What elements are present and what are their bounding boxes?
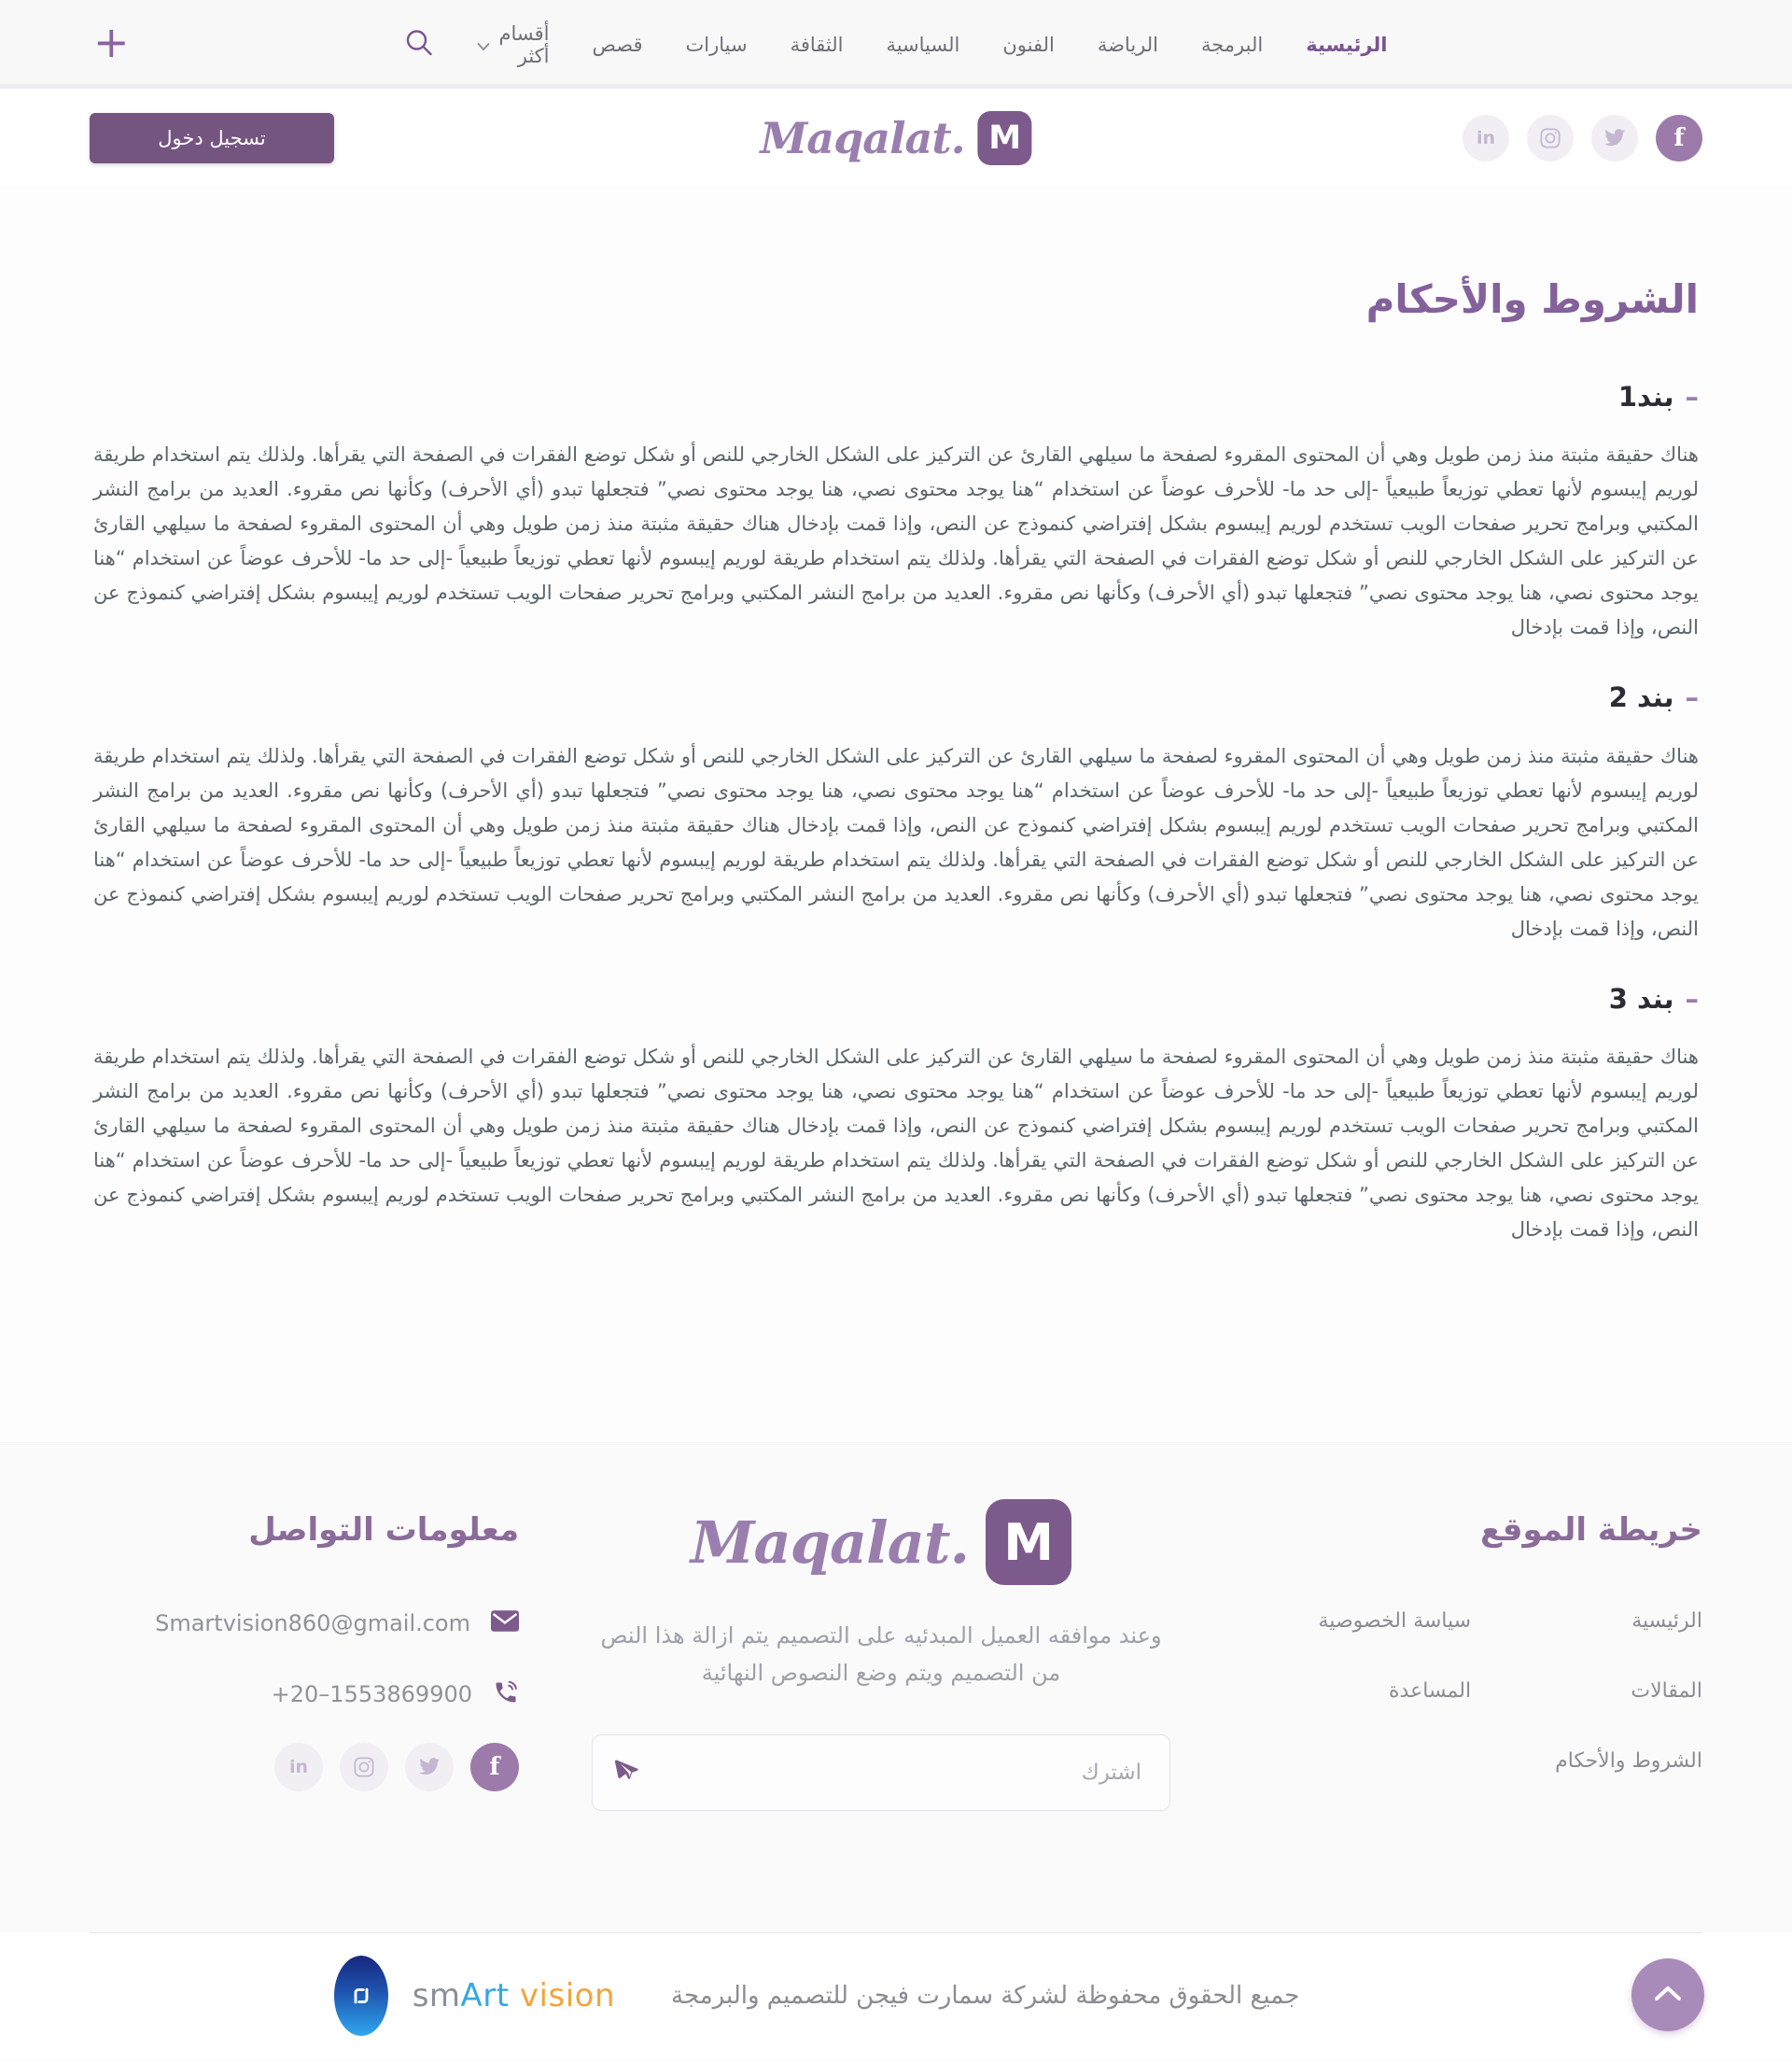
facebook-icon[interactable]: f — [470, 1743, 519, 1791]
search-button[interactable] — [404, 28, 433, 61]
contact-phone-text: +20–1553869900 — [271, 1680, 472, 1707]
paper-plane-icon — [614, 1774, 640, 1788]
dash-marker: – — [1685, 380, 1699, 413]
logo-m-icon: M — [978, 111, 1032, 165]
twitter-icon[interactable] — [1591, 115, 1638, 161]
contact-email-link[interactable] — [90, 1610, 519, 1636]
main-nav — [404, 0, 1387, 89]
contact-email-text: Smartvision860@gmail.com — [155, 1609, 470, 1636]
section-heading — [93, 679, 1699, 717]
nav-item-culture[interactable]: الثقافة — [790, 33, 844, 56]
header-social-links — [1463, 115, 1702, 161]
search-icon — [404, 28, 433, 61]
section-body: هناك حقيقة مثبتة منذ زمن طويل وهي أن المحتوى المقروء لصفحة ما سيلهي القارئ عن التركيز على الشكل الخارجي للنص أو شكل توضع الفقرات في الصفحة التي يقرأها. ولذلك يتم استخدام طريقة لوريم إيبسوم لأنها تعطي توزيعاً طبيعياً -إلى حد ما- للأحرف عوضاً عن استخدام “هنا يوجد محتوى نصي، هنا يوجد محتوى نصي” فتجعلها تبدو (أي الأحرف) وكأنها نص مقروء. العديد من برامج النشر المكتبي وبرامج تحرير صفحات الويب تستخدم لوريم إيبسوم بشكل إفتراضي كنموذج عن النص، وإذا قمت بإدخال هناك حقيقة مثبتة منذ زمن طويل وهي أن المحتوى المقروء لصفحة ما سيلهي القارئ عن التركيز على الشكل الخارجي للنص أو شكل توضع الفقرات في الصفحة التي يقرأها. ولذلك يتم استخدام طريقة لوريم إيبسوم لأنها تعطي توزيعاً طبيعياً -إلى حد ما- للأحرف عوضاً عن استخدام “هنا يوجد محتوى نصي، هنا يوجد محتوى نصي” فتجعلها تبدو (أي الأحرف) وكأنها نص مقروء. العديد من برامج النشر المكتبي وبرامج تحرير صفحات الويب تستخدم لوريم إيبسوم بشكل إفتراضي كنموذج عن النص، وإذا قمت بإدخال — [93, 744, 1699, 940]
nav-item-programming[interactable]: البرمجة — [1200, 33, 1264, 56]
section-body: هناك حقيقة مثبتة منذ زمن طويل وهي أن المحتوى المقروء لصفحة ما سيلهي القارئ عن التركيز على الشكل الخارجي للنص أو شكل توضع الفقرات في الصفحة التي يقرأها. ولذلك يتم استخدام طريقة لوريم إيبسوم لأنها تعطي توزيعاً طبيعياً -إلى حد ما- للأحرف عوضاً عن استخدام “هنا يوجد محتوى نصي، هنا يوجد محتوى نصي” فتجعلها تبدو (أي الأحرف) وكأنها نص مقروء. العديد من برامج النشر المكتبي وبرامج تحرير صفحات الويب تستخدم لوريم إيبسوم بشكل إفتراضي كنموذج عن النص، وإذا قمت بإدخال هناك حقيقة مثبتة منذ زمن طويل وهي أن المحتوى المقروء لصفحة ما سيلهي القارئ عن التركيز على الشكل الخارجي للنص أو شكل توضع الفقرات في الصفحة التي يقرأها. ولذلك يتم استخدام طريقة لوريم إيبسوم لأنها تعطي توزيعاً طبيعياً -إلى حد ما- للأحرف عوضاً عن استخدام “هنا يوجد محتوى نصي، هنا يوجد محتوى نصي” فتجعلها تبدو (أي الأحرف) وكأنها نص مقروء. العديد من برامج النشر المكتبي وبرامج تحرير صفحات الويب تستخدم لوريم إيبسوم بشكل إفتراضي كنموذج عن النص، وإذا قمت بإدخال — [93, 1046, 1699, 1242]
envelope-icon — [491, 1610, 519, 1635]
sitemap-title: خريطة الموقع — [1479, 1511, 1702, 1549]
chevron-down-icon — [476, 34, 490, 56]
instagram-icon[interactable] — [1527, 115, 1574, 161]
section-heading-label: بند1 — [1617, 380, 1674, 413]
footer-link-articles[interactable]: المقالات — [1631, 1678, 1702, 1703]
linkedin-icon[interactable]: in — [1463, 115, 1509, 161]
terms-section-3 — [93, 980, 1699, 1248]
instagram-icon[interactable] — [340, 1743, 388, 1791]
footer-logo[interactable] — [691, 1499, 1071, 1585]
nav-item-politics[interactable]: السياسية — [886, 33, 960, 56]
smart-vision-logo-icon[interactable] — [334, 1956, 388, 2036]
footer-link-privacy[interactable]: سياسة الخصوصية — [1318, 1608, 1472, 1633]
footer-brand-column — [592, 1499, 1170, 1932]
footer-link-home[interactable]: الرئيسية — [1631, 1608, 1702, 1633]
agency-name-part: Art — [460, 1976, 510, 2014]
scroll-to-top-button[interactable] — [1631, 1958, 1704, 2031]
logo-text: Maqalat. — [760, 112, 965, 163]
section-heading-label: بند 2 — [1608, 681, 1674, 714]
section-heading — [93, 980, 1699, 1018]
section-body: هناك حقيقة مثبتة منذ زمن طويل وهي أن المحتوى المقروء لصفحة ما سيلهي القارئ عن التركيز على الشكل الخارجي للنص أو شكل توضع الفقرات في الصفحة التي يقرأها. ولذلك يتم استخدام طريقة لوريم إيبسوم لأنها تعطي توزيعاً طبيعياً -إلى حد ما- للأحرف عوضاً عن استخدام “هنا يوجد محتوى نصي، هنا يوجد محتوى نصي” فتجعلها تبدو (أي الأحرف) وكأنها نص مقروء. العديد من برامج النشر المكتبي وبرامج تحرير صفحات الويب تستخدم لوريم إيبسوم بشكل إفتراضي كنموذج عن النص، وإذا قمت بإدخال هناك حقيقة مثبتة منذ زمن طويل وهي أن المحتوى المقروء لصفحة ما سيلهي القارئ عن التركيز على الشكل الخارجي للنص أو شكل توضع الفقرات في الصفحة التي يقرأها. ولذلك يتم استخدام طريقة لوريم إيبسوم لأنها تعطي توزيعاً طبيعياً -إلى حد ما- للأحرف عوضاً عن استخدام “هنا يوجد محتوى نصي، هنا يوجد محتوى نصي” فتجعلها تبدو (أي الأحرف) وكأنها نص مقروء. العديد من برامج النشر المكتبي وبرامج تحرير صفحات الويب تستخدم لوريم إيبسوم بشكل إفتراضي كنموذج عن النص، وإذا قمت بإدخال — [93, 443, 1699, 639]
contact-phone-link[interactable] — [90, 1679, 519, 1709]
bottom-bar — [0, 1932, 1792, 2058]
footer-contact-column — [90, 1510, 519, 1932]
main-content — [0, 187, 1792, 1442]
section-heading — [93, 378, 1699, 416]
smart-vision-logo-text[interactable] — [413, 1977, 615, 2014]
section-heading-label: بند 3 — [1608, 982, 1674, 1015]
dash-marker: – — [1685, 982, 1699, 1015]
footer-link-terms[interactable]: الشروط والأحكام — [1555, 1748, 1702, 1773]
footer-link-help[interactable]: المساعدة — [1389, 1678, 1472, 1703]
login-button[interactable]: تسجيل دخول — [90, 113, 334, 163]
footer-logo-text: Maqalat. — [690, 1508, 970, 1577]
subscribe-send-button[interactable] — [614, 1758, 640, 1788]
nav-item-label: أقسام أكثر — [498, 21, 550, 67]
copyright-text: جميع الحقوق محفوظة لشركة سمارت فيجن للتصميم والبرمجة — [671, 1981, 1300, 2010]
site-footer — [0, 1442, 1792, 1932]
dash-marker: – — [1685, 681, 1699, 714]
footer-logo-m-icon: M — [986, 1499, 1071, 1585]
contact-title: معلومات التواصل — [248, 1511, 519, 1549]
phone-icon — [493, 1679, 519, 1709]
top-navigation-bar — [0, 0, 1792, 89]
footer-about-text: وعند موافقه العميل المبدئيه على التصميم يتم ازالة هذا النص من التصميم ويتم وضع النصوص النهائية — [600, 1622, 1162, 1686]
agency-name-part: sm — [412, 1976, 461, 2014]
chevron-up-icon — [1652, 1984, 1684, 2006]
terms-section-1 — [93, 378, 1699, 646]
facebook-icon[interactable]: f — [1656, 115, 1702, 161]
terms-section-2 — [93, 679, 1699, 947]
site-logo[interactable] — [760, 111, 1031, 165]
newsletter-subscribe — [592, 1734, 1170, 1811]
add-article-button[interactable]: + — [93, 17, 130, 67]
agency-name-part: vision — [519, 1976, 615, 2014]
twitter-icon[interactable] — [405, 1743, 454, 1791]
footer-social-links — [90, 1743, 519, 1791]
nav-item-home[interactable]: الرئيسية — [1306, 0, 1387, 89]
linkedin-icon[interactable]: in — [274, 1743, 323, 1791]
nav-item-sports[interactable]: الرياضة — [1097, 33, 1158, 56]
nav-item-stories[interactable]: قصص — [592, 33, 643, 56]
nav-item-more-categories[interactable] — [476, 0, 549, 89]
subscribe-input[interactable] — [592, 1734, 1170, 1811]
nav-item-arts[interactable]: الفنون — [1002, 33, 1055, 56]
footer-sitemap-column — [1243, 1510, 1702, 1932]
nav-item-cars[interactable]: سيارات — [685, 33, 748, 56]
page-title: الشروط والأحكام — [1365, 276, 1699, 322]
site-header — [0, 89, 1792, 187]
